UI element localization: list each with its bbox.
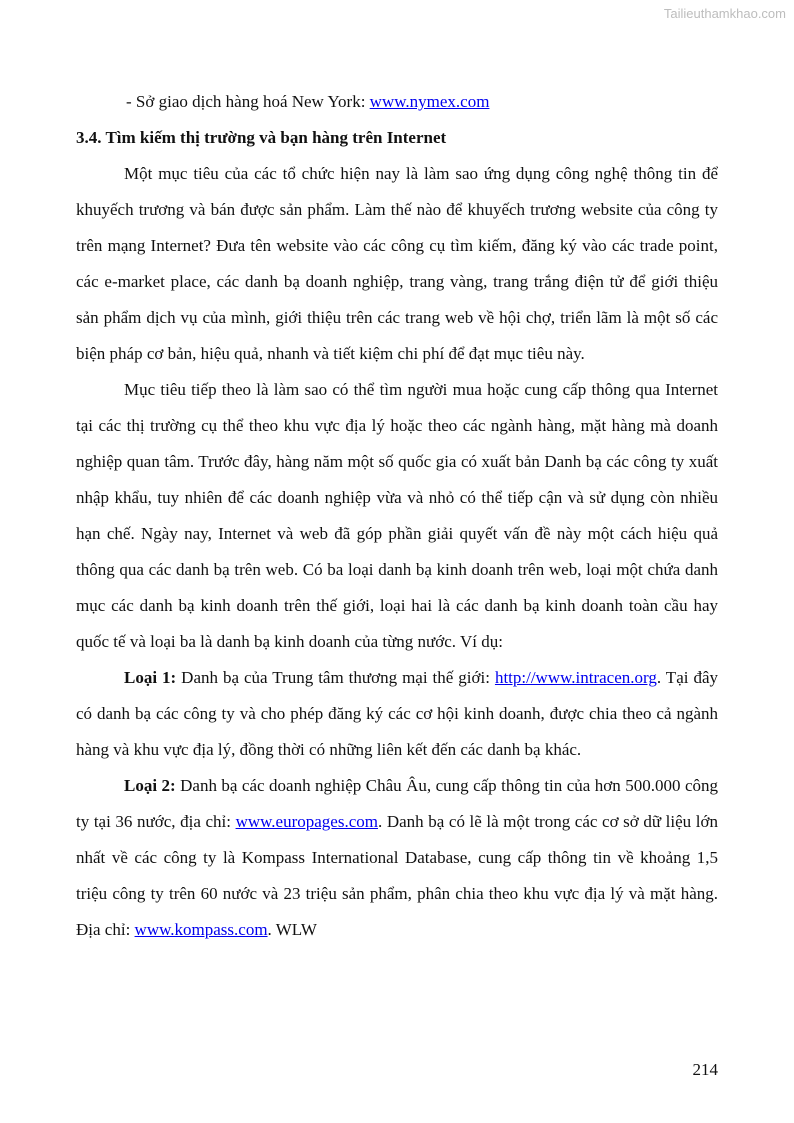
- watermark: Tailieuthamkhao.com: [663, 6, 786, 21]
- type-2-text-after: . WLW: [267, 920, 317, 939]
- type-1-text-after: . Tại đây có danh bạ các công ty và cho phép đăng ký các cơ hội kinh doanh, được chia theo cả ngành hàng và khu vực địa lý, đồng thời có những liên kết đến các danh bạ khác.: [76, 668, 718, 759]
- paragraph-1: Một mục tiêu của các tổ chức hiện nay là làm sao ứng dụng công nghệ thông tin để khuyếch trương và bán được sản phẩm. Làm thế nào để khuyếch trương website của công ty trên mạng Internet? Đưa tên website vào các công cụ tìm kiếm, đăng ký vào các trade point, các e-market place, các danh bạ doanh nghiệp, trang vàng, trang trắng điện tử để giới thiệu sản phẩm dịch vụ của mình, giới thiệu trên các trang web về hội chợ, triển lãm là một số các biện pháp cơ bản, hiệu quả, nhanh và tiết kiệm chi phí để đạt mục tiêu này.: [76, 164, 718, 363]
- page-number: 214: [692, 1060, 718, 1079]
- type-1-paragraph: [76, 660, 718, 768]
- document-body: [76, 84, 718, 948]
- bullet-text: - Sở giao dịch hàng hoá New York:: [126, 92, 370, 111]
- type-2-text-middle: . Danh bạ có lẽ là một trong các cơ sở dữ liệu lớn nhất về các công ty là Kompass International Database, cung cấp thông tin về khoảng 1,5 triệu công ty trên 60 nước và 23 triệu sản phẩm, phân chia theo khu vực địa lý và mặt hàng. Địa chỉ:: [76, 812, 718, 939]
- type-2-label: Loại 2:: [124, 776, 176, 795]
- kompass-link[interactable]: www.kompass.com: [134, 920, 268, 939]
- bullet-item: [76, 84, 718, 120]
- type-1-label: Loại 1:: [124, 668, 177, 687]
- type-2-paragraph: [76, 768, 718, 948]
- europages-link[interactable]: www.europages.com: [235, 812, 378, 831]
- paragraph-2: Mục tiêu tiếp theo là làm sao có thể tìm người mua hoặc cung cấp thông qua Internet tại các thị trường cụ thể theo khu vực địa lý hoặc theo các ngành hàng, mặt hàng mà doanh nghiệp quan tâm. Trước đây, hàng năm một số quốc gia có xuất bản Danh bạ các công ty xuất nhập khẩu, tuy nhiên để các doanh nghiệp vừa và nhỏ có thể tiếp cận và sử dụng còn nhiều hạn chế. Ngày nay, Internet và web đã góp phần giải quyết vấn đề này một cách hiệu quả thông qua các danh bạ trên web. Có ba loại danh bạ kinh doanh trên web, loại một chứa danh mục các danh bạ kinh doanh trên thế giới, loại hai là các danh bạ kinh doanh toàn cầu hay quốc tế và loại ba là danh bạ kinh doanh của từng nước. Ví dụ:: [76, 380, 718, 651]
- type-1-text-before: Danh bạ của Trung tâm thương mại thế giới:: [176, 668, 495, 687]
- intracen-link[interactable]: http://www.intracen.org: [494, 668, 657, 687]
- type-2-text-before: Danh bạ các doanh nghiệp Châu Âu, cung cấp thông tin của hơn 500.000 công ty tại 36 nước, địa chỉ:: [76, 776, 718, 831]
- nymex-link[interactable]: www.nymex.com: [369, 92, 490, 111]
- section-heading: 3.4. Tìm kiếm thị trường và bạn hàng trên Internet: [76, 128, 447, 147]
